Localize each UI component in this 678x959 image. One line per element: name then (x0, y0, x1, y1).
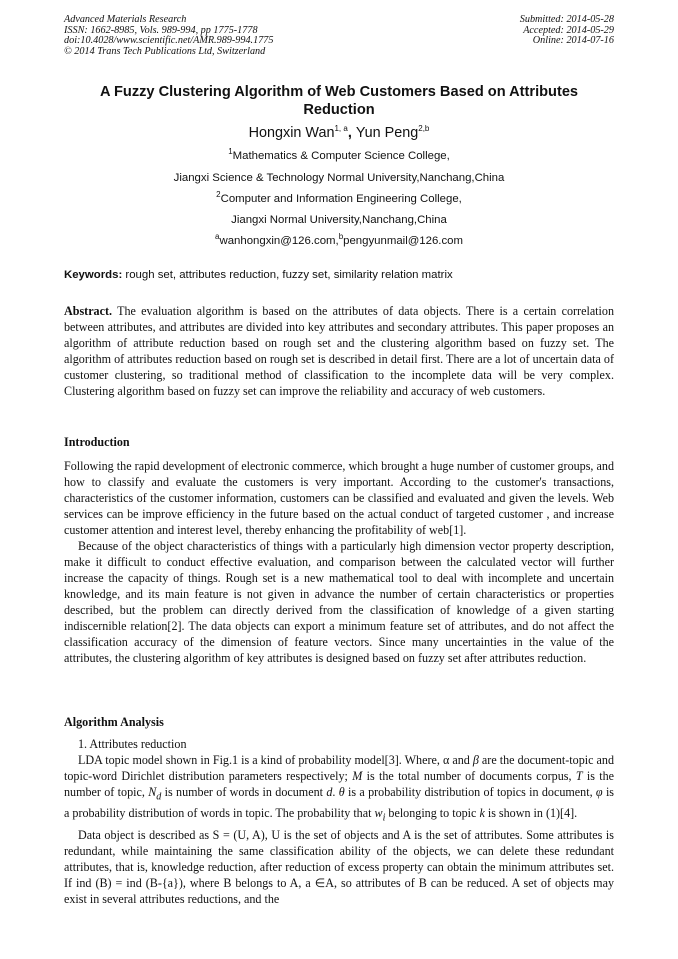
dates-header (520, 15, 614, 47)
abstract (64, 303, 614, 399)
abstract-label: Abstract. (64, 304, 113, 318)
data-object-paragraph: Data object is described as S = (U, A), U is the set of objects and A is the set of attributes. Some attributes is redundant, while maintaining the same classification ability of the objects, we can delete these redundant attributes, that is, knowledge reduction, after reduction of excess property can obtain the minimum attributes set. If ind (B) = ind (B-{a}), where B belongs to A, a ∈A, so attributes of B can be reduced. A set of objects may exist in several attributes reductions, and the (64, 827, 614, 906)
keywords-label: Keywords: (64, 269, 123, 281)
submitted-date: Submitted: 2014-05-28 (519, 14, 614, 25)
author-1-name: Hongxin Wan (248, 125, 335, 141)
email-a: wanhongxin@126.com, (219, 235, 339, 247)
algorithm-body (64, 736, 614, 907)
affiliation-1-line2: Jiangxi Science & Technology Normal University,Nanchang,China (173, 172, 505, 184)
algorithm-heading: Algorithm Analysis (64, 715, 164, 729)
online-date: Online: 2014-07-16 (532, 35, 614, 47)
keywords (64, 268, 614, 282)
intro-paragraph-1: Following the rapid development of electronic commerce, which brought a huge number of customer groups, and how to classify and evaluate the customers is very important. According to the customer's transactions, characteristics of the customer information, customers can be classified and evaluated and given the levels. Web services can be improve efficiency in the future based on the actual conduct of targeted customer , and increase customer attention and interest level, thereby enhancing the profitability of web[1]. (64, 459, 614, 537)
email-b: pengyunmail@126.com (343, 235, 463, 247)
accepted-date: Accepted: 2014-05-29 (523, 24, 614, 36)
intro-paragraph-2: Because of the object characteristics of things with a particularly high dimension vector property description, make it difficult to conduct effective evaluation, and comparison between the calculated vector will further increase the capacity of things. Rough set is a new mathematical tool to deal with incomplete and uncertain knowledge, and its main feature is not given in advance the number of certain characteristics or properties described, but the problem can directly derived from the classification of knowledge of a given starting indiscernible relation[2]. The data objects can export a minimum feature set of attributes, and do not affect the classification accuracy of the dimension of feature vectors. Since many uncertainties in the value of the attributes, the clustering algorithm of key attributes is designed based on fuzzy set after attributes reduction. (64, 539, 614, 665)
journal-header (64, 15, 273, 57)
subsection-attributes-reduction: 1. Attributes reduction (78, 737, 187, 751)
introduction-body (64, 458, 614, 666)
affiliation-2-line1: $^2$Computer and Information Engineering College, (216, 190, 462, 205)
paper-title: A Fuzzy Clustering Algorithm of Web Customers Based on Attributes Reduction (99, 84, 579, 118)
email-line: $^a$wanhongxin@126.com,$^b$pengyunmail@126.com (215, 232, 463, 247)
doi-line: doi:10.4028/www.scientific.net/AMR.989-994.1775 (64, 35, 274, 47)
author-separator: , (347, 125, 356, 141)
lda-paragraph: LDA topic model shown in Fig.1 is a kind of probability model[3]. Where, α and β are the document-topic and topic-word Dirichlet distribution parameters respectively; M is the total number of documents corpus, T is the number of topic, $N_d$ is number of words in document d. θ is a probability distribution of topics in document, φ is a probability distribution of words in topic. The probability that $w_i$ belonging to topic k is shown in (1)[4]. (64, 753, 615, 824)
journal-name: Advanced Materials Research (64, 14, 187, 25)
introduction-heading: Introduction (64, 435, 130, 449)
author-2-sup: 2,b (418, 124, 430, 134)
copyright-line: © 2014 Trans Tech Publications Ltd, Switzerland (64, 45, 266, 57)
abstract-text: The evaluation algorithm is based on the attributes of data objects. There is a certain correlation between attributes, and attributes are divided into key attributes and secondary attributes. This paper proposes an algorithm of attribute reduction based on rough set and the clustering algorithm based on fuzzy set. The algorithm of attributes reduction based on rough set is described in detail first. There are a lot of uncertain data of customer clustering, so traditional method of classification to the incomplete data will be very complex. Clustering algorithm based on fuzzy set can improve the reliability and accuracy of web customers. (64, 304, 614, 398)
affiliation-2-line2: Jiangxi Normal University,Nanchang,China (231, 214, 447, 226)
author-1-sup: 1, a (334, 124, 348, 134)
affiliation-1-line1: $^1$Mathematics & Computer Science College, (228, 147, 450, 162)
issn-line: ISSN: 1662-8985, Vols. 989-994, pp 1775-1778 (64, 24, 258, 36)
keywords-text: rough set, attributes reduction, fuzzy set, similarity relation matrix (122, 269, 453, 281)
author-2-name: Yun Peng (355, 125, 419, 141)
author-list (64, 124, 614, 142)
